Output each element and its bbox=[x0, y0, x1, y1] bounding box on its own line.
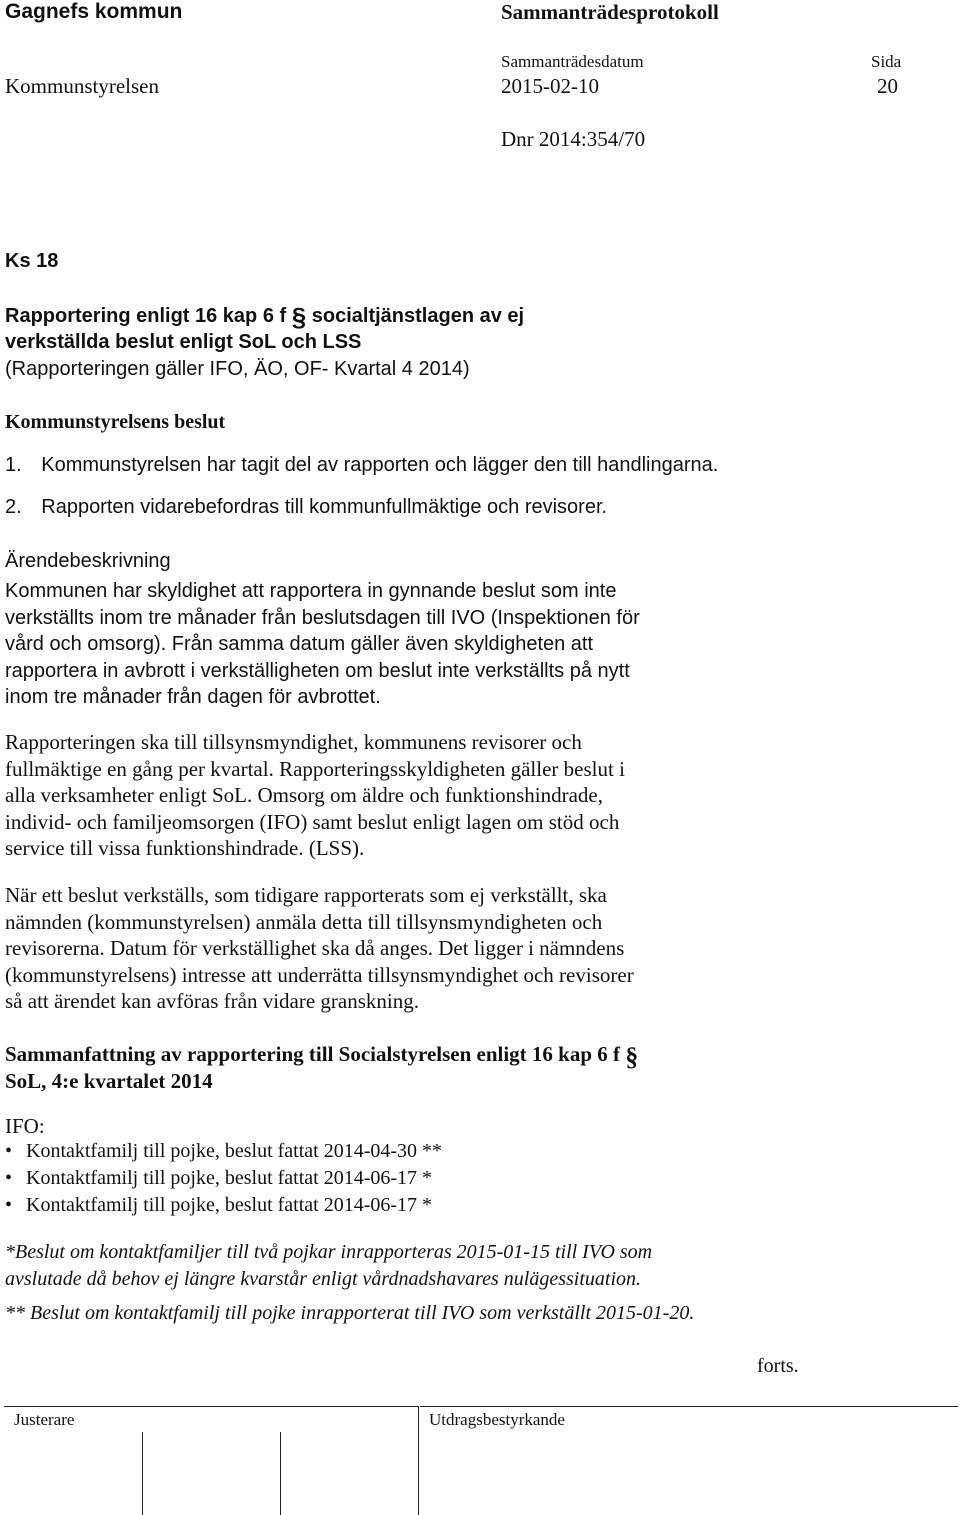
text-line: individ- och familjeomsorgen (IFO) samt beslut enligt lagen om stöd och bbox=[5, 809, 620, 834]
decision-item bbox=[5, 454, 718, 477]
summary-heading-line-2: SoL, 4:e kvartalet 2014 bbox=[5, 1069, 213, 1093]
description-heading: Ärendebeskrivning bbox=[5, 550, 171, 572]
section-symbol: § bbox=[291, 302, 307, 332]
decision-item-number: 2. bbox=[5, 496, 22, 518]
bullet-icon: • bbox=[5, 1167, 13, 1189]
footer-divider-right bbox=[420, 1406, 958, 1407]
case-subtitle: (Rapporteringen gäller IFO, ÄO, OF- Kvartal 4 2014) bbox=[5, 358, 470, 380]
text-line: fullmäktige en gång per kvartal. Rapporteringsskyldigheten gäller beslut i bbox=[5, 756, 625, 781]
text-line: Kommunen har skyldighet att rapportera in gynnande beslut som inte bbox=[5, 580, 617, 602]
footnote-1-line-1: *Beslut om kontaktfamiljer till två pojkar inrapporteras 2015-01-15 till IVO som bbox=[5, 1241, 653, 1263]
description-paragraph-2 bbox=[5, 729, 625, 862]
list-item bbox=[5, 1167, 432, 1190]
case-title-part-b: socialtjänstlagen av ej bbox=[311, 305, 525, 327]
utdragsbestyrkande-label: Utdragsbestyrkande bbox=[429, 1410, 565, 1429]
signature-divider bbox=[142, 1432, 143, 1515]
text-line: service till vissa funktionshindrade. (LSS). bbox=[5, 836, 365, 861]
text-line: inom tre månader från dagen för avbrottet. bbox=[5, 686, 381, 709]
text-line: vård och omsorg). Från samma datum gäller även skyldigheten att bbox=[5, 633, 594, 656]
decision-heading: Kommunstyrelsens beslut bbox=[5, 411, 226, 433]
list-item-text: Kontaktfamilj till pojke, beslut fattat 2014-04-30 ** bbox=[26, 1140, 443, 1162]
ifo-label: IFO: bbox=[5, 1114, 45, 1138]
summary-heading-line-1 bbox=[5, 1042, 638, 1070]
list-item-text: Kontaktfamilj till pojke, beslut fattat 2014-06-17 * bbox=[26, 1194, 433, 1216]
list-item bbox=[5, 1194, 432, 1217]
summary-heading-text: Sammanfattning av rapportering till Socialstyrelsen enligt 16 kap 6 f bbox=[5, 1042, 621, 1066]
case-title-line-1 bbox=[5, 304, 524, 330]
document-type: Sammanträdesprotokoll bbox=[501, 0, 719, 24]
case-title-part-a: Rapportering enligt 16 kap 6 f bbox=[5, 305, 287, 327]
date-label: Sammanträdesdatum bbox=[501, 52, 644, 71]
bullet-icon: • bbox=[5, 1194, 13, 1216]
page-number: 20 bbox=[877, 74, 898, 98]
text-line: När ett beslut verkställs, som tidigare rapporterats som ej verkställt, ska bbox=[5, 883, 607, 907]
case-number bbox=[5, 250, 58, 273]
text-line: nämnden (kommunstyrelsen) anmäla detta till tillsynsmyndigheten och bbox=[5, 909, 603, 934]
bullet-icon: • bbox=[5, 1140, 13, 1162]
text-line: (kommunstyrelsens) intresse att underrätta tillsynsmyndighet och revisorer bbox=[5, 962, 634, 987]
justerare-label: Justerare bbox=[14, 1410, 75, 1429]
page-label: Sida bbox=[871, 52, 902, 71]
section-symbol: § bbox=[625, 1042, 639, 1071]
committee-name: Kommunstyrelsen bbox=[5, 74, 159, 98]
description-paragraph-3 bbox=[5, 882, 634, 1015]
continued-marker: forts. bbox=[757, 1355, 799, 1377]
list-item bbox=[5, 1140, 442, 1163]
text-line: rapportera in avbrott i verkställigheten om beslut inte verkställts på nytt bbox=[5, 659, 630, 682]
text-line: verkställts inom tre månader från beslutsdagen till IVO (Inspektionen för bbox=[5, 606, 640, 629]
decision-item bbox=[5, 496, 607, 519]
footer-divider-left bbox=[4, 1406, 418, 1407]
decision-item-text: Kommunstyrelsen har tagit del av rapporten och lägger den till handlingarna. bbox=[41, 454, 719, 476]
text-line: revisorerna. Datum för verkställighet ska då anges. Det ligger i nämndens bbox=[5, 936, 625, 961]
municipality-name: Gagnefs kommun bbox=[5, 0, 183, 23]
description-paragraph-1 bbox=[5, 578, 640, 711]
text-line: alla verksamheter enligt SoL. Omsorg om äldre och funktionshindrade, bbox=[5, 783, 603, 808]
decision-item-number: 1. bbox=[5, 454, 22, 476]
text-line: så att ärendet kan avföras från vidare granskning. bbox=[5, 989, 419, 1014]
footer-column-divider bbox=[418, 1406, 419, 1515]
signature-divider bbox=[280, 1432, 281, 1515]
decision-item-text: Rapporten vidarebefordras till kommunfullmäktige och revisorer. bbox=[41, 496, 608, 518]
footnote-2: ** Beslut om kontaktfamilj till pojke inrapporterat till IVO som verkställt 2015-01-20. bbox=[5, 1302, 695, 1324]
case-id: Ks 18 bbox=[5, 250, 59, 272]
list-item-text: Kontaktfamilj till pojke, beslut fattat 2014-06-17 * bbox=[26, 1167, 433, 1189]
registration-number: Dnr 2014:354/70 bbox=[501, 127, 646, 151]
case-title-line-2: verkställda beslut enligt SoL och LSS bbox=[5, 331, 362, 353]
text-line: Rapporteringen ska till tillsynsmyndighet, kommunens revisorer och bbox=[5, 730, 582, 754]
footnote-1-line-2: avslutade då behov ej längre kvarstår enligt vårdnadshavares nulägessituation. bbox=[5, 1268, 642, 1290]
meeting-date: 2015-02-10 bbox=[501, 74, 599, 98]
